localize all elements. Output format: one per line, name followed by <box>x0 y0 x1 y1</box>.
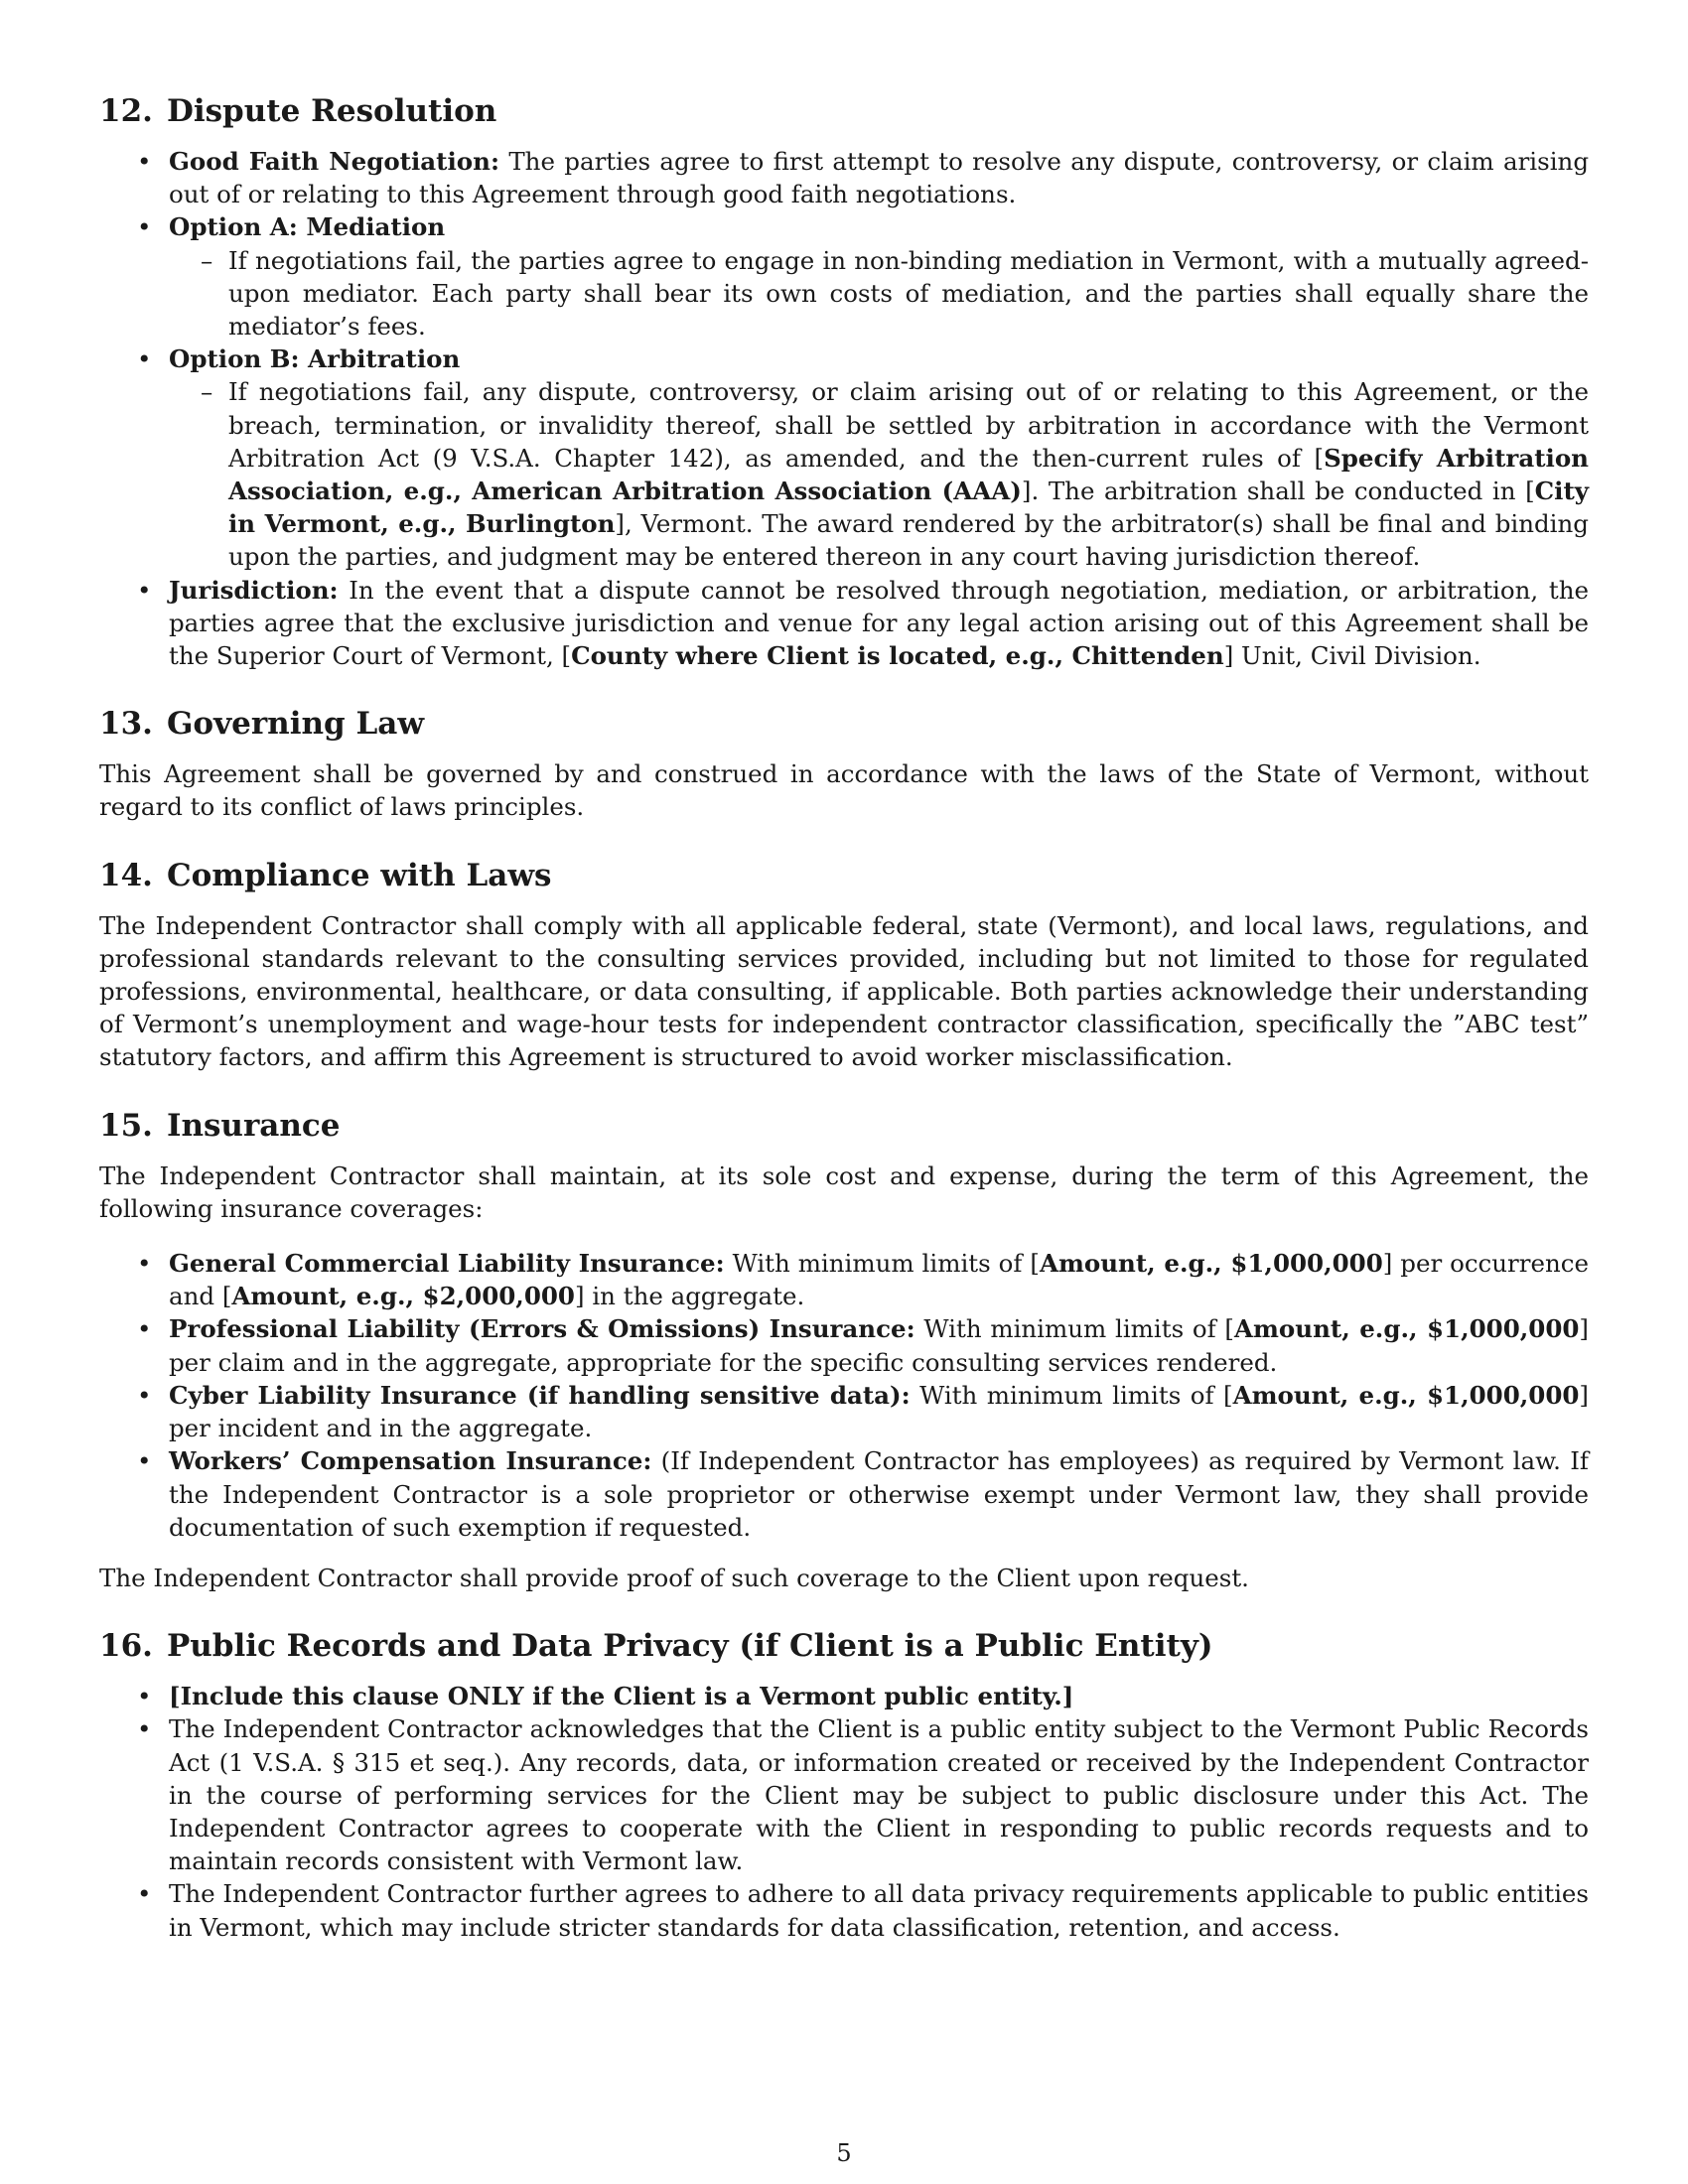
sub-list <box>169 375 1589 573</box>
paragraph: The Independent Contractor shall comply with all applicable federal, state (Vermont), and local laws, regulations, and professional standards relevant to the consulting services provided, including but not limited to those for regulated professions, environmental, healthcare, or data consulting, if applicable. Both parties acknowledge their understanding of Vermont’s unemployment and wage-hour tests for independent contractor classification, specifically the ”ABC test” statutory factors, and affirm this Agreement is structured to avoid worker misclassification. <box>99 910 1589 1072</box>
list-item: • Good Faith Negotiation: The parties agree to first attempt to resolve any dispute, controversy, or claim arising out of or relating to this Agreement through good faith negotiations. <box>99 145 1589 210</box>
paragraph: This Agreement shall be governed by and construed in accordance with the laws of the State of Vermont, without regard to its conflict of laws principles. <box>99 759 1589 822</box>
list-item: • Workers’ Compensation Insurance: (If Independent Contractor has employees) as required by Vermont law. If the Independent Contractor is a sole proprietor or otherwise exempt under Vermont law, they shall provide documentation of such exemption if requested. <box>99 1444 1589 1544</box>
list-item: • Cyber Liability Insurance (if handling sensitive data): With minimum limits of [Amount, e.g., $1,000,000] per incident and in the aggregate. <box>99 1379 1589 1444</box>
sub-list <box>169 244 1589 343</box>
list-item: • Professional Liability (Errors & Omissions) Insurance: With minimum limits of [Amount, e.g., $1,000,000] per claim and in the aggregate, appropriate for the specific consulting services rendered. <box>99 1312 1589 1378</box>
section-heading: 13. Governing Law <box>99 706 425 743</box>
list-item: • Option B: Arbitration – If negotiations fail, any dispute, controversy, or claim arising out of or relating to this Agreement, or the breach, termination, or invalidity thereof, shall be settled by arbitration in accordance with the Vermont Arbitration Act (9 V.S.A. Chapter 142), as amended, and the then-current rules of [Specify Arbitration Association, e.g., American Arbitration Association (AAA)]. The arbitration shall be conducted in [City in Vermont, e.g., Burlington], Vermont. The award rendered by the arbitrator(s) shall be final and binding upon the parties, and judgment may be entered thereon in any court having jurisdiction thereof. <box>99 342 1589 573</box>
page-number: 5 <box>836 2139 852 2167</box>
section-heading: 15. Insurance <box>99 1107 341 1144</box>
list-item: • Jurisdiction: In the event that a dispute cannot be resolved through negotiation, mediation, or arbitration, the parties agree that the exclusive jurisdiction and venue for any legal action arising out of this Agreement shall be the Superior Court of Vermont, [County where Client is located, e.g., Chittenden] Unit, Civil Division. <box>99 574 1589 673</box>
section-heading: 12. Dispute Resolution <box>99 93 497 129</box>
section-dispute-resolution <box>99 91 1589 672</box>
list-item: • The Independent Contractor further agrees to adhere to all data privacy requirements applicable to public entities in Vermont, which may include stricter standards for data classification, retention, and access. <box>99 1877 1589 1943</box>
dispute-list <box>99 145 1589 672</box>
section-heading: 14. Compliance with Laws <box>99 857 552 893</box>
list-item: • [Include this clause ONLY if the Client is a Vermont public entity.] <box>99 1680 1589 1712</box>
public-records-list <box>99 1680 1589 1944</box>
list-item: • Option A: Mediation – If negotiations fail, the parties agree to engage in non-binding mediation in Vermont, with a mutually agreed-upon mediator. Each party shall bear its own costs of mediation, and the parties shall equally share the mediator’s fees. <box>99 210 1589 342</box>
section-compliance <box>99 856 1589 1074</box>
section-public-records <box>99 1626 1589 1944</box>
paragraph: The Independent Contractor shall maintain, at its sole cost and expense, during the term of this Agreement, the following insurance coverages: <box>99 1160 1589 1223</box>
section-insurance <box>99 1106 1589 1594</box>
sub-list-item: – If negotiations fail, the parties agree to engage in non-binding mediation in Vermont, with a mutually agreed-upon mediator. Each party shall bear its own costs of mediation, and the parties shall equally share the mediator’s fees. <box>169 244 1589 343</box>
sub-list-item: – If negotiations fail, any dispute, controversy, or claim arising out of or relating to this Agreement, or the breach, termination, or invalidity thereof, shall be settled by arbitration in accordance with the Vermont Arbitration Act (9 V.S.A. Chapter 142), as amended, and the then-current rules of [Specify Arbitration Association, e.g., American Arbitration Association (AAA)]. The arbitration shall be conducted in [City in Vermont, e.g., Burlington], Vermont. The award rendered by the arbitrator(s) shall be final and binding upon the parties, and judgment may be entered thereon in any court having jurisdiction thereof. <box>169 375 1589 573</box>
paragraph: The Independent Contractor shall provide proof of such coverage to the Client upon request. <box>99 1563 1249 1592</box>
section-governing-law <box>99 704 1589 823</box>
section-heading: 16. Public Records and Data Privacy (if Client is a Public Entity) <box>99 1628 1213 1665</box>
list-item: • General Commercial Liability Insurance: With minimum limits of [Amount, e.g., $1,000,000] per occurrence and [Amount, e.g., $2,000,000] in the aggregate. <box>99 1247 1589 1312</box>
list-item: • The Independent Contractor acknowledges that the Client is a public entity subject to the Vermont Public Records Act (1 V.S.A. § 315 et seq.). Any records, data, or information created or received by the Independent Contractor in the course of performing services for the Client may be subject to public disclosure under this Act. The Independent Contractor agrees to cooperate with the Client in responding to public records requests and to maintain records consistent with Vermont law. <box>99 1712 1589 1877</box>
document-page <box>99 91 1589 1976</box>
insurance-list <box>99 1247 1589 1544</box>
